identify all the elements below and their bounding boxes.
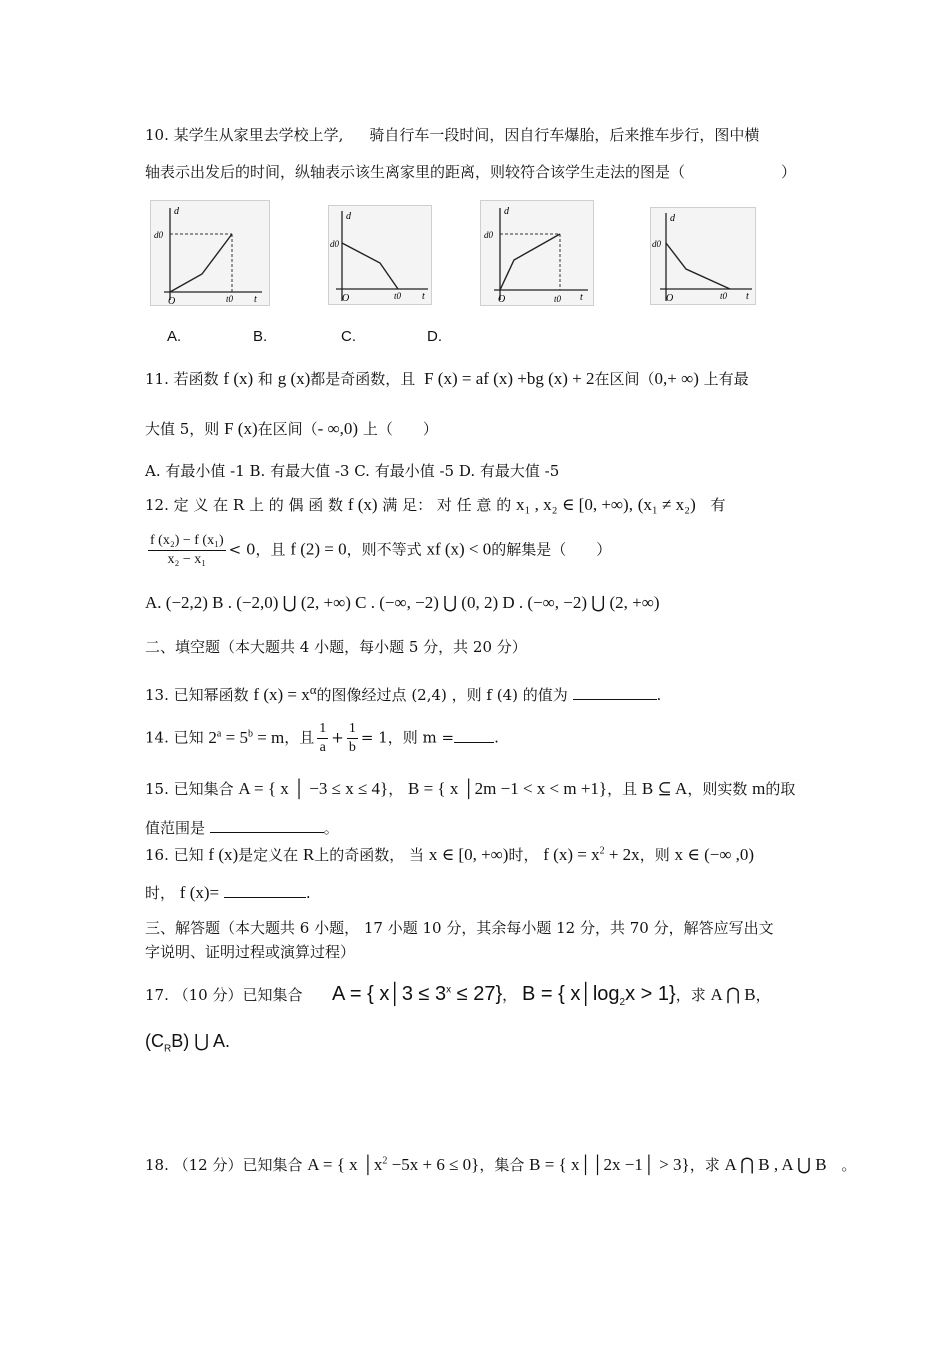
q15-end: 。 (323, 819, 339, 837)
q16-domain2: x ∈ (−∞ ,0) (674, 845, 755, 864)
q17-set-b: B = { $x│\log_2x > 1$} (521, 983, 676, 1008)
q10-text-2: 轴表示出发后的时间，纵轴表示该生离家里的距离，则较符合该学生走法的图是（ (145, 163, 686, 181)
q17-text-b: ， (502, 986, 518, 1004)
graph-d (650, 207, 756, 305)
q17-text-c: ，求 (675, 986, 706, 1004)
q10-text-1: 骑自行车一段时间，因自行车爆胎，后来推车步行，图中横 (369, 126, 760, 144)
graph-b-axis-x: t (422, 291, 425, 302)
q16-line2 (145, 884, 311, 901)
q17-text-d: ， (755, 986, 771, 1004)
q11-g: g (x) (277, 369, 311, 388)
q14-line: 14. 已知 $2^a = 5^b = m$，且 $\frac{1}{a}$ + $\frac{1}{b}$ = 1，则 m = . (145, 721, 499, 755)
q12-text-b: 满 足： 对 任 意 的 (382, 496, 512, 514)
q12-fx: f (x) (347, 495, 378, 514)
q18-end: 。 (841, 1156, 857, 1174)
q10-paren-close: ） (781, 163, 797, 181)
q17-line1 (145, 984, 771, 1008)
graph-b-axis-y: d (346, 211, 351, 222)
q11-odd-text: 都是奇函数，且 (310, 370, 416, 388)
q16-R: R (302, 845, 315, 864)
q13-exponent: α (309, 682, 317, 697)
graph-b-origin: O (342, 293, 350, 304)
q10-line2 (145, 165, 796, 180)
graph-d-d0: d0 (652, 239, 661, 249)
q15-text-e: 的取 (765, 780, 796, 798)
q12-text-a: 12. 定 义 在 R 上 的 偶 函 数 (145, 496, 344, 514)
q14-equation: $2^a = 5^b = m$ (208, 727, 285, 747)
q11-F2: F (x) (224, 419, 258, 438)
q16-fx: f (x) (208, 845, 239, 864)
graph-c-origin: O (498, 294, 506, 305)
option-a-label: A. (167, 328, 182, 345)
graph-b-t0: t0 (394, 291, 402, 301)
q15-set-a: A = { x │ −3 ≤ x ≤ 4} (238, 779, 389, 798)
graph-a-axis-x: t (254, 294, 257, 305)
q18-text-b: ，集合 (479, 1156, 525, 1174)
q11-text-a: 11. 若函数 (145, 370, 219, 388)
q11-interval2: - ∞,0) (317, 419, 359, 438)
q14-text-a: 14. 已知 (145, 728, 204, 747)
q12-text-2a: < 0，且 (228, 540, 286, 559)
q11-options: A. 有最小值 -1 B. 有最大值 -3 C. 有最小值 -5 D. 有最大值 -5 (145, 462, 560, 480)
q15-answer-blank[interactable] (210, 820, 324, 833)
q17-line2: $(C_RB)$ ⋃ A. (145, 1031, 231, 1055)
q13-text-a: 13. 已知幂函数 (145, 686, 249, 704)
q15-text-d: ，则实数 (687, 780, 748, 798)
q11-and: 和 (257, 370, 273, 388)
q16-text-d: 时， (508, 846, 539, 864)
q12-text-2b: ，则不等式 (346, 540, 422, 559)
q16-line1 (145, 846, 754, 863)
graph-d-axis-y: d (670, 213, 675, 224)
q15-text-a: 15. 已知集合 (145, 780, 234, 798)
q11-text-2a: 大值 5，则 (145, 420, 220, 438)
graph-d-axis-x: t (746, 291, 749, 302)
q14-answer-blank[interactable] (454, 730, 494, 743)
q11-max-text: 上有最 (703, 370, 749, 388)
section-2-heading: 二、填空题（本大题共 4 小题，每小题 5 分，共 20 分） (145, 638, 527, 656)
graph-b (328, 205, 432, 305)
graph-c-d0: d0 (484, 230, 493, 240)
q15-text-c: ，且 (607, 780, 638, 798)
q16-end: . (305, 884, 311, 902)
q10-line1 (145, 128, 759, 143)
q16-text-a: 16. 已知 (145, 846, 204, 864)
q12-line2 (145, 534, 611, 567)
q14-frac-b: $\frac{1}{b}$ (348, 721, 356, 755)
q12-frac-num: f (x₂) − f (x₁) (148, 534, 226, 551)
q16-text-e: ，则 (639, 846, 670, 864)
q11-F-def: F (x) = af (x) +bg (x) + 2 (424, 369, 595, 388)
q17-set-a: A = { x│3 ≤ $3^x \le 27$} (332, 983, 503, 1005)
q11-interval: 0,+ ∞) (654, 369, 699, 388)
q12-frac-den: x₂ − x₁ (167, 552, 207, 567)
q16-text-c: 上的奇函数， 当 (314, 846, 425, 864)
graph-a-d0: d0 (154, 230, 163, 240)
q11-text-2b: 在区间（ (257, 420, 318, 438)
graph-c (480, 200, 594, 306)
q14-frac-a: $\frac{1}{a}$ (319, 721, 327, 755)
q15-set-b: B = { x │2m −1 < x < m +1} (408, 779, 608, 798)
q17-intersection: A ⋂ B (710, 985, 756, 1004)
q11-line2 (145, 420, 438, 437)
q18-text-c: ，求 (689, 1156, 720, 1174)
q14-text-c: = 1，则 m = (360, 728, 455, 747)
q13-text-b: 的图像经过点 (2,4) ，则 f (4) 的值为 (316, 686, 568, 704)
graph-a-t0: t0 (226, 294, 234, 304)
q11-text-2c: 上（ ） (362, 420, 438, 438)
q16-domain: x ∈ [0, +∞) (428, 845, 509, 864)
q17-text-a: 17. （10 分）已知集合 (145, 986, 303, 1004)
q15-text-2: 值范围是 (145, 819, 206, 837)
q18-set-a: A = { x $│x^2 -5x + 6 \le 0$} (307, 1155, 480, 1174)
option-b-label: B. (253, 328, 268, 345)
q15-m: m (752, 779, 766, 798)
q16-text-2a: 时， (145, 884, 176, 902)
q16-answer-blank[interactable] (224, 885, 306, 898)
graph-a (150, 200, 270, 306)
q18-ops: A ⋂ B , A ⋃ B (724, 1155, 827, 1174)
q18-line (145, 1156, 856, 1173)
q18-text-a: 18. （12 分）已知集合 (145, 1156, 303, 1174)
q16-function: f $(x) = x^2 + 2x$ (543, 845, 640, 864)
q12-line1 (145, 496, 726, 513)
option-c-label: C. (341, 328, 356, 345)
graph-c-t0: t0 (554, 294, 562, 304)
graph-a-axis-y: d (174, 206, 179, 217)
q12-inequality: xf (x) < 0 (426, 539, 492, 559)
q10-number-text: 10. 某学生从家里去学校上学, (145, 126, 344, 144)
q16-text-b: 是定义在 (238, 846, 299, 864)
q13-line (145, 683, 661, 703)
graph-a-origin: O (168, 296, 176, 306)
section-3-heading-2: 字说明、证明过程或演算过程） (145, 943, 356, 961)
q11-interval-text: 在区间（ (594, 370, 655, 388)
section-3-heading-1: 三、解答题（本大题共 6 小题， 17 小题 10 分，其余每小题 12 分，共 70 分，解答应写出文 (145, 919, 774, 937)
graph-b-d0: d0 (330, 239, 339, 249)
q11-f: f (x) (223, 369, 254, 388)
q12-options: A. (−2,2) B . (−2,0) ⋃ (2, +∞) C . (−∞, −2) ⋃ (0, 2) D . (−∞, −2) ⋃ (2, +∞) (145, 593, 660, 612)
q18-set-b: B = { x││2x −1│ > 3} (529, 1155, 690, 1174)
q12-neq: (x₁ ≠ x₂) (637, 495, 696, 514)
q15-line2 (145, 820, 339, 836)
q12-fraction (148, 534, 226, 567)
q12-f2: f (2) = 0 (290, 539, 347, 559)
q15-subset: B ⊆ A (641, 779, 688, 798)
graph-d-t0: t0 (720, 291, 728, 301)
graph-d-origin: O (666, 293, 674, 304)
graph-c-axis-x: t (580, 292, 583, 303)
q12-text-2c: 的解集是（ ） (491, 540, 612, 559)
graph-c-axis-y: d (504, 206, 509, 217)
q13-answer-blank[interactable] (573, 687, 657, 700)
option-d-label: D. (427, 328, 442, 345)
q16-fx-answer: f (x)= (179, 883, 220, 902)
q13-end: . (656, 686, 662, 704)
q15-line1 (145, 780, 795, 797)
q14-text-b: ，且 (284, 728, 315, 747)
q11-line1 (145, 370, 749, 387)
q15-text-b: ， (388, 780, 404, 798)
q13-fx: f (x) = x (253, 685, 310, 704)
q12-condition: x₁ , x₂ ∈ [0, +∞), (515, 495, 633, 514)
q14-end: . (494, 728, 499, 747)
q12-text-c: 有 (710, 496, 726, 514)
